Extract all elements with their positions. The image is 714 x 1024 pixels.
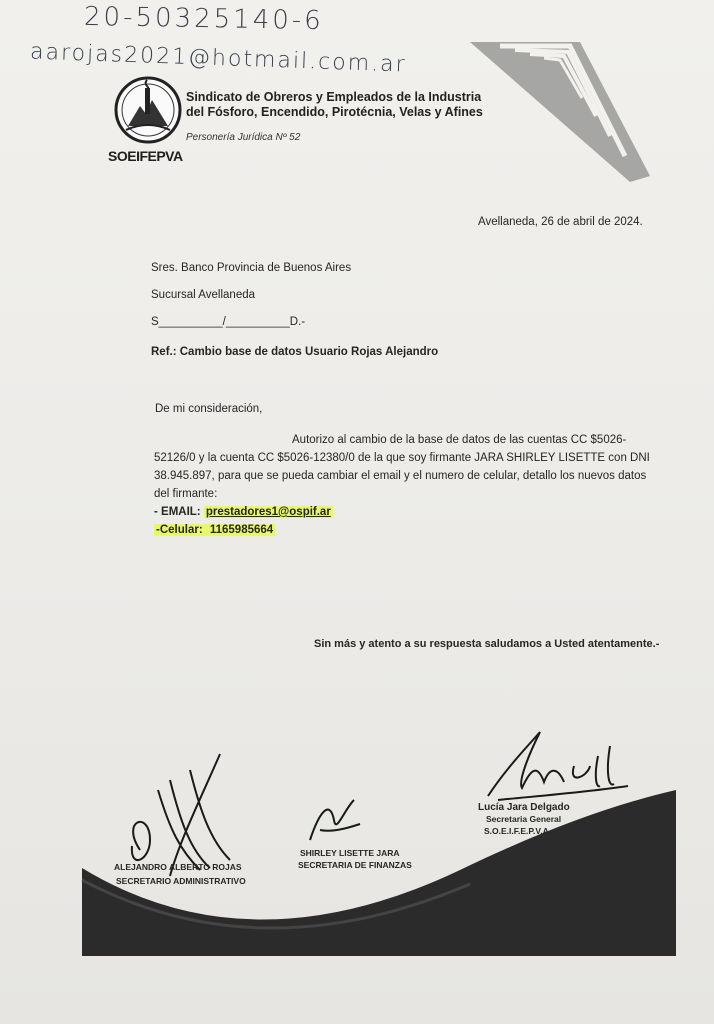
handwritten-phone: 20-50325140-6	[83, 1, 324, 37]
signature-jara-icon	[300, 790, 380, 850]
sd-line: S__________/__________D.-	[151, 316, 306, 328]
org-line-1: Sindicato de Obreros y Empleados de la Industria	[186, 90, 482, 104]
body-line-2: 52126/0 y la cuenta CC $5026-12380/0 de la que soy firmante JARA SHIRLEY LISETTE con DNI	[154, 452, 650, 464]
reference-line: Ref.: Cambio base de datos Usuario Rojas Alejandro	[151, 346, 439, 358]
org-line-2: del Fósforo, Encendido, Pirotécnia, Velas y Afines	[186, 105, 483, 119]
signer-right-name: Lucía Jara Delgado	[478, 802, 570, 813]
celular-value: 1165985664	[209, 524, 274, 536]
recipient-bank: Sres. Banco Provincia de Buenos Aires	[151, 262, 352, 274]
email-value: prestadores1@ospif.ar	[205, 506, 331, 518]
email-line	[154, 506, 333, 518]
signer-mid-role: SECRETARIA DE FINANZAS	[298, 860, 412, 870]
handwritten-email: aarojas2021@hotmail.com.ar	[29, 39, 408, 78]
signer-mid-name: SHIRLEY LISETTE JARA	[300, 848, 400, 858]
signer-right-org: S.O.E.I.F.E.P.V.A.	[484, 826, 552, 836]
signer-left-role: SECRETARIO ADMINISTRATIVO	[116, 876, 246, 886]
personeria-juridica: Personería Jurídica Nº 52	[186, 132, 301, 143]
email-label: - EMAIL:	[154, 506, 204, 518]
decorative-stripes-icon	[460, 36, 660, 186]
signer-right-role: Secretaria General	[486, 814, 562, 824]
recipient-branch: Sucursal Avellaneda	[151, 289, 255, 301]
signer-left-name: ALEJANDRO ALBERTO ROJAS	[114, 862, 242, 872]
celular-label: -Celular:	[156, 524, 206, 536]
body-line-4: del firmante:	[154, 488, 218, 500]
body-line-3: 38.945.897, para que se pueda cambiar el email y el numero de celular, detallo los nuevos datos	[154, 470, 647, 482]
letter-date: Avellaneda, 26 de abril de 2024.	[478, 216, 643, 228]
closing-line: Sin más y atento a su respuesta saludamos a Usted atentamente.-	[314, 638, 660, 650]
body-line-1: Autorizo al cambio de la base de datos de las cuentas CC $5026-	[292, 434, 627, 446]
signature-rojas-icon	[110, 750, 250, 880]
org-acronym: SOEIFEPVA	[108, 148, 183, 164]
greeting: De mi consideración,	[155, 403, 263, 415]
organization-name	[186, 90, 483, 120]
signature-delgado-icon	[478, 726, 638, 806]
celular-line	[154, 524, 275, 536]
